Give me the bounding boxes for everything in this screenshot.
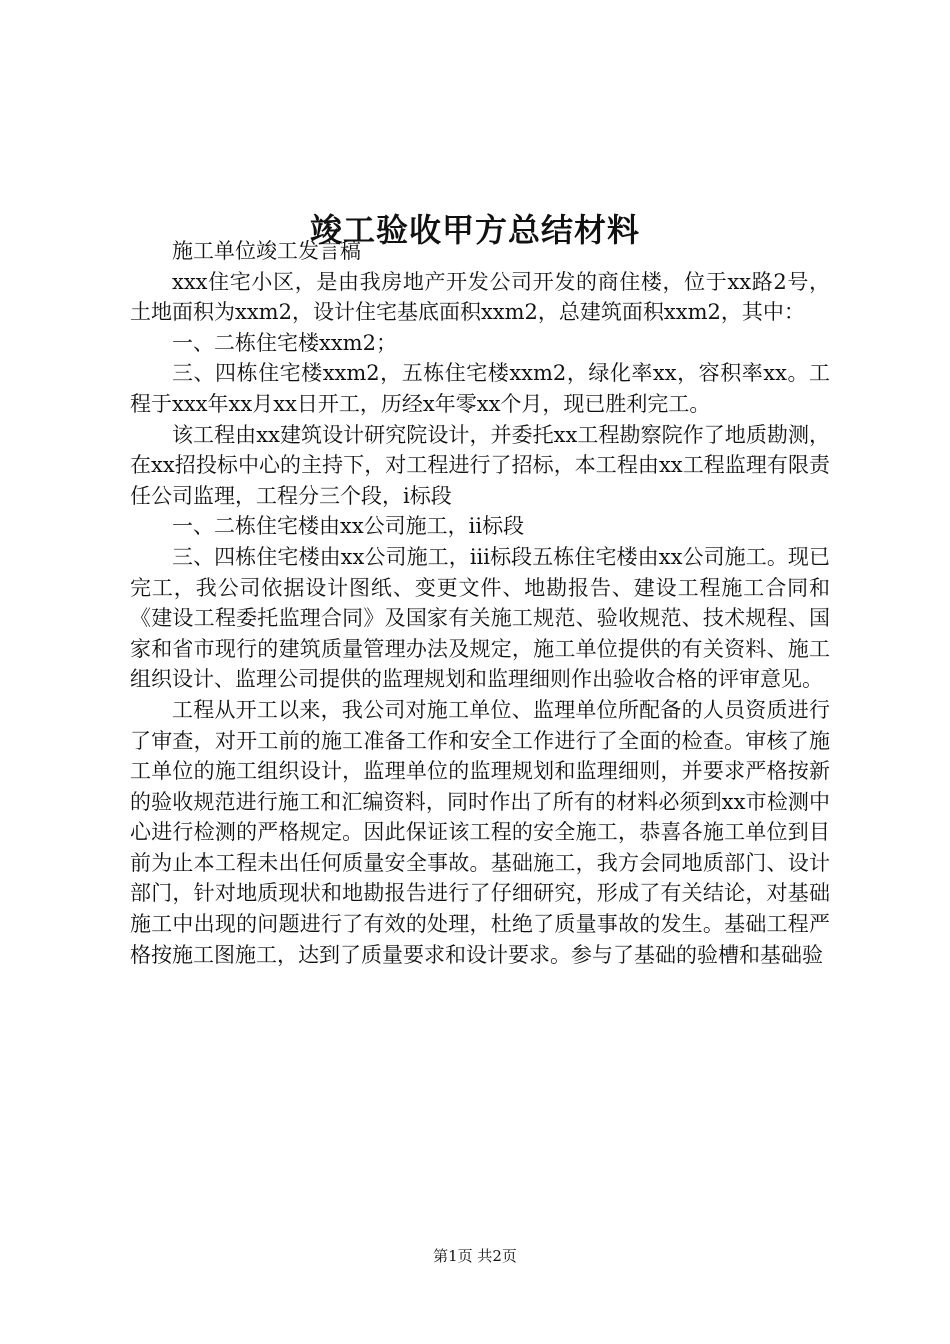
paragraph: 该工程由xx建筑设计研究院设计，并委托xx工程勘察院作了地质勘测，在xx招投标中心的主持下，对工程进行了招标，本工程由xx工程监理有限责任公司监理，工程分三个段，i标段 xyxy=(130,422,830,508)
paragraph: 施工单位竣工发言稿 xyxy=(172,239,361,263)
paragraph: 三、四栋住宅楼由xx公司施工，iii标段五栋住宅楼由xx公司施工。现已完工，我公司依据设计图纸、变更文件、地勘报告、建设工程施工合同和《建设工程委托监理合同》及国家有关施工规范、验收规范、技术规程、国家和省市现行的建筑质量管理办法及规定，施工单位提供的有关资料、施工组织设计、监理公司提供的监理规划和监理细则作出验收合格的评审意见。 xyxy=(130,544,830,692)
paragraph: 一、二栋住宅楼xxm2； xyxy=(172,330,397,355)
paragraph: 工程从开工以来，我公司对施工单位、监理单位所配备的人员资质进行了审查，对开工前的施工准备工作和安全工作进行了全面的检查。审核了施工单位的施工组织设计，监理单位的监理规划和监理细则，并要求严格按新的验收规范进行施工和汇编资料，同时作出了所有的材料必须到xx市检测中心进行检测的严格规定。因此保证该工程的安全施工，恭喜各施工单位到目前为止本工程未出任何质量安全事故。基础施工，我方会同地质部门、设计部门，针对地质现状和地勘报告进行了仔细研究，形成了有关结论，对基础施工中出现的问题进行了有效的处理，杜绝了质量事故的发生。基础工程严格按施工图施工，达到了质量要求和设计要求。参与了基础的验槽和基础验 xyxy=(130,697,830,967)
document-body xyxy=(130,236,830,970)
paragraph: 三、四栋住宅楼xxm2，五栋住宅楼xxm2，绿化率xx，容积率xx。工程于xxx年xx月xx日开工，历经x年零xx个月，现已胜利完工。 xyxy=(130,361,830,416)
page-footer: 第1页 共2页 xyxy=(433,1247,517,1265)
paragraph: xxx住宅小区，是由我房地产开发公司开发的商住楼，位于xx路2号，土地面积为xxm2，设计住宅基底面积xxm2，总建筑面积xxm2，其中： xyxy=(130,269,830,325)
paragraph: 一、二栋住宅楼由xx公司施工，ii标段 xyxy=(172,514,525,539)
document-title: 竣工验收甲方总结材料 xyxy=(309,211,640,250)
